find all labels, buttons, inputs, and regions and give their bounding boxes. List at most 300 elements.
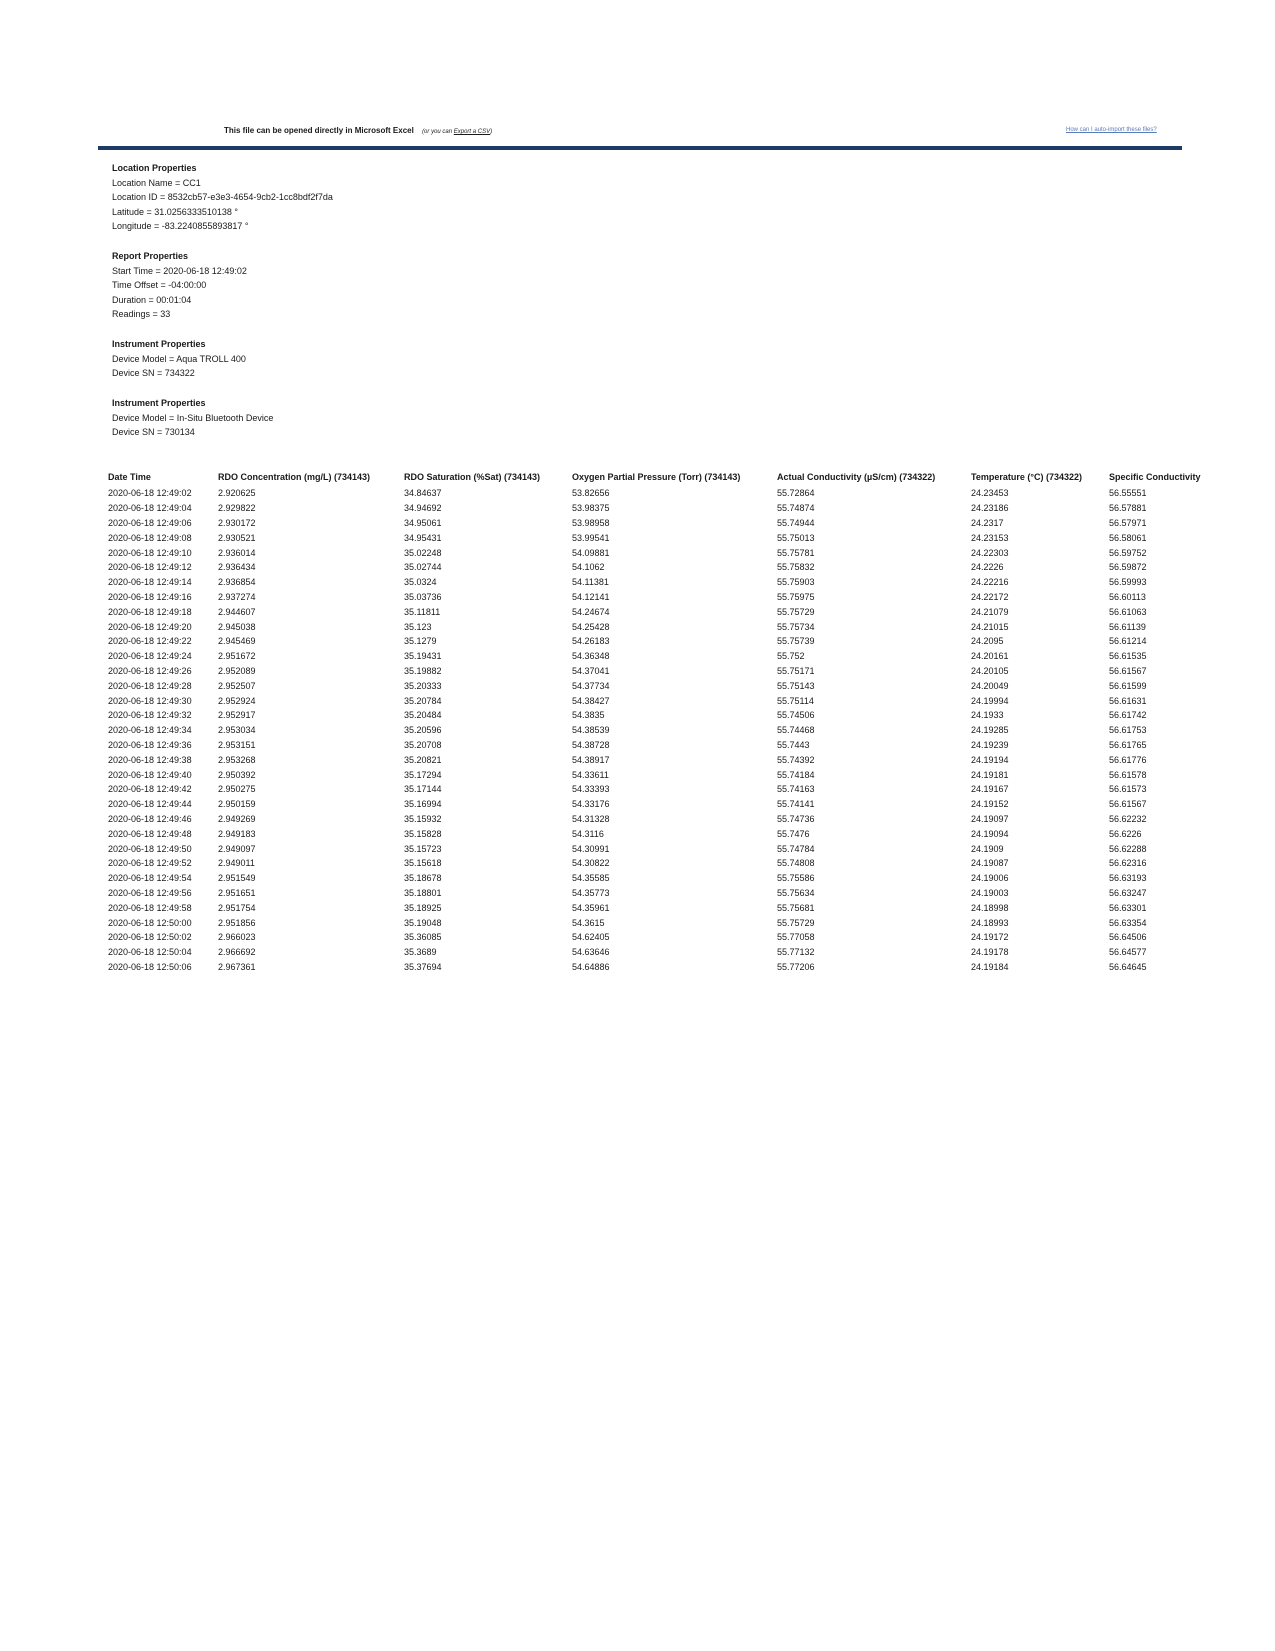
table-cell: 55.75781 xyxy=(777,547,815,558)
table-cell: 56.61765 xyxy=(1109,739,1147,750)
section-title: Instrument Properties xyxy=(112,398,206,408)
table-cell: 2020-06-18 12:49:38 xyxy=(108,754,192,765)
table-cell: 2020-06-18 12:50:04 xyxy=(108,947,192,958)
table-cell: 2020-06-18 12:49:52 xyxy=(108,858,192,869)
table-row xyxy=(108,826,1268,841)
table-cell: 56.61599 xyxy=(1109,680,1147,691)
table-cell: 54.3116 xyxy=(572,828,604,839)
table-cell: 35.15723 xyxy=(404,843,442,854)
csv-suffix: ) xyxy=(490,129,493,135)
table-cell: 55.75114 xyxy=(777,695,814,706)
table-cell: 2.953268 xyxy=(218,754,256,765)
table-cell: 35.18678 xyxy=(404,873,442,884)
readings: Readings = 33 xyxy=(112,309,171,320)
table-cell: 2.945038 xyxy=(218,621,256,632)
table-cell: 56.64645 xyxy=(1109,961,1147,972)
instrument-properties-section xyxy=(112,396,273,440)
table-cell: 54.24674 xyxy=(572,606,610,617)
table-cell: 54.11381 xyxy=(572,577,609,588)
table-cell: 56.57971 xyxy=(1109,517,1147,528)
table-cell: 56.64577 xyxy=(1109,947,1147,958)
table-cell: 24.19152 xyxy=(971,799,1009,810)
table-cell: 2020-06-18 12:49:22 xyxy=(108,636,192,647)
section-title: Report Properties xyxy=(112,251,189,261)
table-cell: 2.952089 xyxy=(218,665,256,676)
table-cell: 54.38917 xyxy=(572,754,610,765)
table-cell: 2.930172 xyxy=(218,517,256,528)
table-cell: 54.30991 xyxy=(572,843,610,854)
table-cell: 35.18801 xyxy=(404,887,442,898)
table-cell: 2020-06-18 12:49:26 xyxy=(108,665,192,676)
table-cell: 2020-06-18 12:49:24 xyxy=(108,651,192,662)
table-cell: 35.3689 xyxy=(404,947,437,958)
table-cell: 35.15828 xyxy=(404,828,442,839)
device-model: Device Model = Aqua TROLL 400 xyxy=(112,353,246,364)
table-cell: 55.75681 xyxy=(777,902,815,913)
instrument-properties-section xyxy=(112,337,246,381)
table-cell: 54.35961 xyxy=(572,902,610,913)
table-cell: 55.752 xyxy=(777,651,805,662)
table-cell: 35.20596 xyxy=(404,725,442,736)
excel-note-small xyxy=(422,129,492,135)
table-cell: 35.123 xyxy=(404,621,432,632)
table-cell: 35.19882 xyxy=(404,665,442,676)
table-cell: 55.7443 xyxy=(777,739,810,750)
table-row xyxy=(108,516,1268,531)
table-cell: 24.23186 xyxy=(971,503,1009,514)
table-cell: 2020-06-18 12:49:16 xyxy=(108,591,192,602)
table-cell: 2020-06-18 12:49:40 xyxy=(108,769,192,780)
table-row xyxy=(108,486,1268,501)
table-cell: 35.15618 xyxy=(404,858,442,869)
table-row xyxy=(108,886,1268,901)
table-row xyxy=(108,752,1268,767)
table-cell: 2.951549 xyxy=(218,873,256,884)
table-cell: 35.20821 xyxy=(404,754,442,765)
table-cell: 54.62405 xyxy=(572,932,610,943)
table-cell: 54.26183 xyxy=(572,636,610,647)
table-cell: 24.22172 xyxy=(971,591,1009,602)
table-cell: 24.20161 xyxy=(971,651,1009,662)
table-cell: 55.75975 xyxy=(777,591,815,602)
table-cell: 35.02248 xyxy=(404,547,442,558)
table-cell: 2.952917 xyxy=(218,710,256,721)
table-cell: 56.62316 xyxy=(1109,858,1147,869)
table-cell: 56.63193 xyxy=(1109,873,1147,884)
table-row xyxy=(108,604,1268,619)
table-cell: 53.82656 xyxy=(572,488,610,499)
column-header: Temperature (°C) (734322) xyxy=(971,472,1082,482)
table-cell: 56.61567 xyxy=(1109,665,1147,676)
table-cell: 35.18925 xyxy=(404,902,442,913)
table-cell: 56.61567 xyxy=(1109,799,1147,810)
table-cell: 24.19994 xyxy=(971,695,1009,706)
table-cell: 2.949011 xyxy=(218,858,255,869)
table-cell: 2020-06-18 12:49:12 xyxy=(108,562,192,573)
table-cell: 2020-06-18 12:49:50 xyxy=(108,843,192,854)
table-cell: 2.929822 xyxy=(218,503,256,514)
time-offset: Time Offset = -04:00:00 xyxy=(112,280,207,291)
table-row xyxy=(108,723,1268,738)
table-cell: 2.937274 xyxy=(218,591,256,602)
table-cell: 2020-06-18 12:49:28 xyxy=(108,680,192,691)
table-cell: 55.75729 xyxy=(777,917,815,928)
table-cell: 55.74392 xyxy=(777,754,815,765)
table-cell: 35.03736 xyxy=(404,591,442,602)
table-cell: 55.74808 xyxy=(777,858,815,869)
table-cell: 2.920625 xyxy=(218,488,256,499)
table-cell: 2020-06-18 12:49:48 xyxy=(108,828,192,839)
table-row xyxy=(108,590,1268,605)
table-cell: 24.19097 xyxy=(971,813,1009,824)
table-cell: 35.1279 xyxy=(404,636,437,647)
table-cell: 24.19087 xyxy=(971,858,1009,869)
table-cell: 56.62232 xyxy=(1109,813,1147,824)
table-cell: 2.950392 xyxy=(218,769,256,780)
table-cell: 55.7476 xyxy=(777,828,810,839)
table-cell: 56.59872 xyxy=(1109,562,1147,573)
table-cell: 2020-06-18 12:49:44 xyxy=(108,799,192,810)
table-row xyxy=(108,871,1268,886)
table-cell: 2.966692 xyxy=(218,947,256,958)
table-cell: 24.19239 xyxy=(971,739,1009,750)
table-cell: 2020-06-18 12:49:34 xyxy=(108,725,192,736)
table-cell: 54.38728 xyxy=(572,739,610,750)
table-cell: 2.951856 xyxy=(218,917,256,928)
table-cell: 56.61573 xyxy=(1109,784,1147,795)
table-cell: 2020-06-18 12:49:46 xyxy=(108,813,192,824)
table-cell: 55.74736 xyxy=(777,813,815,824)
table-cell: 2.949269 xyxy=(218,813,256,824)
device-sn: Device SN = 730134 xyxy=(112,427,195,438)
table-cell: 24.1933 xyxy=(971,710,1004,721)
table-row xyxy=(108,664,1268,679)
table-cell: 56.61214 xyxy=(1109,636,1147,647)
table-cell: 54.12141 xyxy=(572,591,610,602)
table-cell: 2.950275 xyxy=(218,784,256,795)
table-cell: 24.2317 xyxy=(971,517,1004,528)
table-row xyxy=(108,619,1268,634)
start-time: Start Time = 2020-06-18 12:49:02 xyxy=(112,265,247,276)
table-cell: 54.38539 xyxy=(572,725,610,736)
table-cell: 55.74784 xyxy=(777,843,815,854)
table-row xyxy=(108,575,1268,590)
table-cell: 2020-06-18 12:49:58 xyxy=(108,902,192,913)
table-row xyxy=(108,960,1268,975)
table-cell: 34.94692 xyxy=(404,503,442,514)
table-cell: 34.95061 xyxy=(404,517,442,528)
column-header: RDO Saturation (%Sat) (734143) xyxy=(404,472,541,482)
table-cell: 24.22216 xyxy=(971,577,1009,588)
table-cell: 35.20484 xyxy=(404,710,442,721)
table-cell: 2020-06-18 12:49:08 xyxy=(108,532,192,543)
table-cell: 24.19181 xyxy=(971,769,1009,780)
table-cell: 24.19194 xyxy=(971,754,1009,765)
table-cell: 56.63247 xyxy=(1109,887,1147,898)
table-cell: 56.55551 xyxy=(1109,488,1147,499)
table-cell: 54.35773 xyxy=(572,887,610,898)
table-cell: 34.95431 xyxy=(404,532,442,543)
table-row xyxy=(108,693,1268,708)
table-cell: 24.19285 xyxy=(971,725,1009,736)
table-cell: 54.30822 xyxy=(572,858,610,869)
table-cell: 2.967361 xyxy=(218,961,256,972)
device-model: Device Model = In-Situ Bluetooth Device xyxy=(112,412,274,423)
excel-note-text: This file can be opened directly in Microsoft Excel xyxy=(224,126,414,135)
table-cell: 56.61063 xyxy=(1109,606,1147,617)
table-cell: 55.75634 xyxy=(777,887,815,898)
table-cell: 2.944607 xyxy=(218,606,256,617)
table-row xyxy=(108,738,1268,753)
table-cell: 2020-06-18 12:49:18 xyxy=(108,606,192,617)
table-cell: 55.75729 xyxy=(777,606,815,617)
readings-table xyxy=(108,468,1201,974)
table-cell: 35.16994 xyxy=(404,799,442,810)
table-row xyxy=(108,945,1268,960)
header-divider xyxy=(98,146,1182,150)
table-row xyxy=(108,812,1268,827)
device-sn: Device SN = 734322 xyxy=(112,368,195,379)
table-cell: 2020-06-18 12:50:02 xyxy=(108,932,192,943)
table-cell: 54.1062 xyxy=(572,562,605,573)
table-cell: 54.3615 xyxy=(572,917,605,928)
table-cell: 24.2226 xyxy=(971,562,1004,573)
table-cell: 2.952507 xyxy=(218,680,256,691)
table-row xyxy=(108,915,1268,930)
table-header-row xyxy=(108,468,1268,486)
table-cell: 55.77058 xyxy=(777,932,815,943)
location-id: Location ID = 8532cb57-e3e3-4654-9cb2-1cc8bdf2f7da xyxy=(112,192,333,203)
table-row xyxy=(108,545,1268,560)
table-cell: 54.33611 xyxy=(572,769,609,780)
latitude: Latitude = 31.0256333510138 ° xyxy=(112,206,238,217)
table-cell: 55.75734 xyxy=(777,621,815,632)
table-cell: 2020-06-18 12:49:14 xyxy=(108,577,192,588)
table-cell: 35.19431 xyxy=(404,651,442,662)
table-cell: 2.936434 xyxy=(218,562,256,573)
table-cell: 54.33393 xyxy=(572,784,610,795)
table-cell: 2020-06-18 12:50:00 xyxy=(108,917,192,928)
table-cell: 56.61631 xyxy=(1109,695,1147,706)
table-cell: 55.74874 xyxy=(777,503,815,514)
location-properties-section xyxy=(112,161,333,234)
table-cell: 2.936014 xyxy=(218,547,256,558)
column-header: RDO Concentration (mg/L) (734143) xyxy=(218,472,371,482)
table-cell: 2020-06-18 12:49:30 xyxy=(108,695,192,706)
table-cell: 54.64886 xyxy=(572,961,610,972)
table-cell: 55.75586 xyxy=(777,873,815,884)
table-cell: 56.59993 xyxy=(1109,577,1147,588)
table-cell: 34.84637 xyxy=(404,488,442,499)
table-row xyxy=(108,841,1268,856)
table-cell: 56.58061 xyxy=(1109,532,1147,543)
table-cell: 24.2095 xyxy=(971,636,1004,647)
table-cell: 35.20784 xyxy=(404,695,442,706)
table-row xyxy=(108,530,1268,545)
table-cell: 24.18993 xyxy=(971,917,1009,928)
table-row xyxy=(108,501,1268,516)
table-cell: 53.98375 xyxy=(572,503,610,514)
table-cell: 2.951672 xyxy=(218,651,256,662)
location-name: Location Name = CC1 xyxy=(112,177,201,188)
table-cell: 2020-06-18 12:49:56 xyxy=(108,887,192,898)
table-row xyxy=(108,678,1268,693)
table-cell: 55.72864 xyxy=(777,488,815,499)
table-cell: 53.98958 xyxy=(572,517,610,528)
table-cell: 56.61753 xyxy=(1109,725,1147,736)
section-title: Instrument Properties xyxy=(112,339,206,349)
table-cell: 2020-06-18 12:49:04 xyxy=(108,503,192,514)
table-cell: 55.75143 xyxy=(777,680,815,691)
table-cell: 24.19094 xyxy=(971,828,1009,839)
table-cell: 56.60113 xyxy=(1109,591,1146,602)
table-row xyxy=(108,708,1268,723)
table-cell: 35.17144 xyxy=(404,784,442,795)
table-cell: 55.75832 xyxy=(777,562,815,573)
table-cell: 56.62288 xyxy=(1109,843,1147,854)
table-cell: 55.75013 xyxy=(777,532,815,543)
table-cell: 55.77132 xyxy=(777,947,815,958)
table-cell: 54.37734 xyxy=(572,680,610,691)
table-cell: 2.953151 xyxy=(218,739,256,750)
csv-prefix: (or you can xyxy=(422,129,453,135)
table-cell: 54.37041 xyxy=(572,665,610,676)
table-cell: 24.19006 xyxy=(971,873,1009,884)
table-cell: 55.74141 xyxy=(777,799,815,810)
table-cell: 54.09881 xyxy=(572,547,610,558)
table-cell: 2.952924 xyxy=(218,695,256,706)
table-cell: 55.75171 xyxy=(777,665,815,676)
table-row xyxy=(108,782,1268,797)
section-title: Location Properties xyxy=(112,163,197,173)
table-cell: 24.19184 xyxy=(971,961,1009,972)
table-cell: 55.74506 xyxy=(777,710,815,721)
table-body xyxy=(108,486,1268,974)
table-cell: 35.02744 xyxy=(404,562,442,573)
table-cell: 53.99541 xyxy=(572,532,610,543)
column-header: Actual Conductivity (µS/cm) (734322) xyxy=(777,472,936,482)
column-header: Specific Conductivity xyxy=(1109,472,1201,482)
table-cell: 24.21015 xyxy=(971,621,1009,632)
table-cell: 54.38427 xyxy=(572,695,610,706)
table-cell: 2.951754 xyxy=(218,902,256,913)
table-cell: 56.61578 xyxy=(1109,769,1147,780)
table-cell: 24.19167 xyxy=(971,784,1009,795)
table-cell: 24.20105 xyxy=(971,665,1009,676)
table-cell: 2020-06-18 12:49:42 xyxy=(108,784,192,795)
table-cell: 56.61742 xyxy=(1109,710,1147,721)
table-cell: 24.23153 xyxy=(971,532,1009,543)
table-cell: 55.77206 xyxy=(777,961,815,972)
table-cell: 55.74184 xyxy=(777,769,815,780)
table-cell: 2.930521 xyxy=(218,532,256,543)
table-cell: 24.19178 xyxy=(971,947,1009,958)
table-cell: 55.74944 xyxy=(777,517,815,528)
table-cell: 2.936854 xyxy=(218,577,256,588)
table-cell: 56.61535 xyxy=(1109,651,1147,662)
table-cell: 55.74468 xyxy=(777,725,815,736)
table-row xyxy=(108,797,1268,812)
table-row xyxy=(108,930,1268,945)
table-cell: 2020-06-18 12:49:54 xyxy=(108,873,192,884)
table-cell: 24.19172 xyxy=(971,932,1009,943)
table-cell: 56.6226 xyxy=(1109,828,1142,839)
report-properties-section xyxy=(112,249,247,322)
table-cell: 56.61776 xyxy=(1109,754,1147,765)
table-cell: 2.966023 xyxy=(218,932,256,943)
table-cell: 2.953034 xyxy=(218,725,256,736)
excel-note xyxy=(224,126,492,135)
table-cell: 56.59752 xyxy=(1109,547,1147,558)
longitude: Longitude = -83.2240855893817 ° xyxy=(112,221,249,232)
table-cell: 2020-06-18 12:50:06 xyxy=(108,961,192,972)
table-cell: 54.33176 xyxy=(572,799,610,810)
table-cell: 55.74163 xyxy=(777,784,815,795)
auto-import-help-link[interactable]: How can I auto-import these files? xyxy=(1066,127,1157,133)
table-row xyxy=(108,649,1268,664)
table-cell: 2.949097 xyxy=(218,843,256,854)
table-row xyxy=(108,900,1268,915)
table-cell: 56.63301 xyxy=(1109,902,1147,913)
table-cell: 35.0324 xyxy=(404,577,437,588)
table-cell: 54.3835 xyxy=(572,710,605,721)
table-cell: 54.25428 xyxy=(572,621,610,632)
table-cell: 2020-06-18 12:49:20 xyxy=(108,621,192,632)
table-cell: 54.31328 xyxy=(572,813,610,824)
table-cell: 2020-06-18 12:49:36 xyxy=(108,739,192,750)
table-cell: 2.951651 xyxy=(218,887,256,898)
table-cell: 24.23453 xyxy=(971,488,1009,499)
table-cell: 24.21079 xyxy=(971,606,1009,617)
table-cell: 35.20333 xyxy=(404,680,442,691)
table-cell: 2020-06-18 12:49:06 xyxy=(108,517,192,528)
table-cell: 2020-06-18 12:49:02 xyxy=(108,488,192,499)
table-cell: 54.63646 xyxy=(572,947,610,958)
table-cell: 35.15932 xyxy=(404,813,442,824)
table-cell: 2.945469 xyxy=(218,636,256,647)
table-cell: 35.19048 xyxy=(404,917,442,928)
column-header: Oxygen Partial Pressure (Torr) (734143) xyxy=(572,472,741,482)
table-cell: 24.20049 xyxy=(971,680,1009,691)
table-cell: 2.950159 xyxy=(218,799,256,810)
table-cell: 24.18998 xyxy=(971,902,1009,913)
table-cell: 56.64506 xyxy=(1109,932,1147,943)
table-cell: 55.75903 xyxy=(777,577,815,588)
table-cell: 35.36085 xyxy=(404,932,442,943)
table-cell: 56.63354 xyxy=(1109,917,1147,928)
table-cell: 24.1909 xyxy=(971,843,1004,854)
table-cell: 35.37694 xyxy=(404,961,442,972)
column-header: Date Time xyxy=(108,472,151,482)
table-cell: 24.22303 xyxy=(971,547,1009,558)
table-cell: 2.949183 xyxy=(218,828,256,839)
table-cell: 24.19003 xyxy=(971,887,1009,898)
table-row xyxy=(108,560,1268,575)
table-cell: 35.20708 xyxy=(404,739,442,750)
table-row xyxy=(108,856,1268,871)
table-cell: 2020-06-18 12:49:10 xyxy=(108,547,192,558)
export-csv-link[interactable]: Export a CSV xyxy=(453,129,491,135)
table-cell: 35.17294 xyxy=(404,769,442,780)
table-row xyxy=(108,767,1268,782)
table-cell: 2020-06-18 12:49:32 xyxy=(108,710,192,721)
table-row xyxy=(108,634,1268,649)
table-cell: 56.61139 xyxy=(1109,621,1146,632)
table-cell: 56.57881 xyxy=(1109,503,1147,514)
duration: Duration = 00:01:04 xyxy=(112,294,192,305)
table-cell: 35.11811 xyxy=(404,606,441,617)
table-cell: 54.36348 xyxy=(572,651,610,662)
